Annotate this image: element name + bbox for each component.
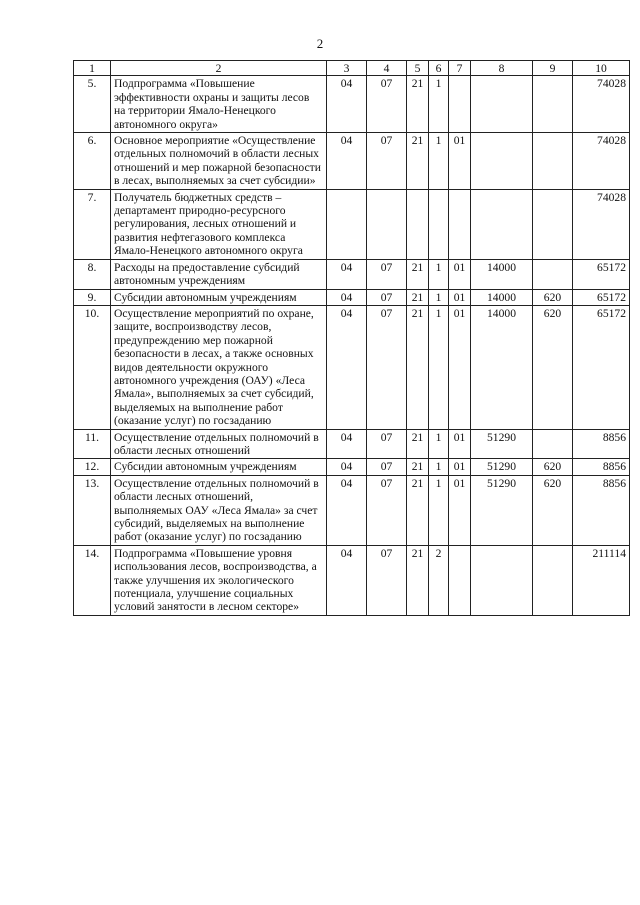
header-row [74,61,630,76]
code-col-7 [449,189,471,259]
column-header: 9 [533,61,573,76]
code-col-5: 21 [407,76,429,133]
amount: 65172 [573,289,630,305]
code-col-3: 04 [327,305,367,429]
code-col-4: 07 [367,259,407,289]
row-number: 7. [74,189,111,259]
table-row [74,429,630,459]
code-col-9: 620 [533,305,573,429]
code-col-6: 2 [429,545,449,615]
code-col-9 [533,429,573,459]
code-col-6: 1 [429,459,449,475]
column-header: 7 [449,61,471,76]
row-number: 8. [74,259,111,289]
code-col-4 [367,189,407,259]
amount: 8856 [573,475,630,545]
code-col-8: 14000 [471,305,533,429]
amount: 65172 [573,259,630,289]
code-col-3: 04 [327,76,367,133]
code-col-3: 04 [327,545,367,615]
code-col-7: 01 [449,305,471,429]
table-row [74,259,630,289]
code-col-6: 1 [429,305,449,429]
row-number: 13. [74,475,111,545]
code-col-3: 04 [327,289,367,305]
code-col-4: 07 [367,475,407,545]
amount: 65172 [573,305,630,429]
code-col-7: 01 [449,429,471,459]
page-number: 2 [316,36,324,51]
code-col-6 [429,189,449,259]
column-header: 1 [74,61,111,76]
table-row [74,289,630,305]
code-col-6: 1 [429,289,449,305]
code-col-8: 51290 [471,475,533,545]
column-header: 10 [573,61,630,76]
row-number: 12. [74,459,111,475]
code-col-5 [407,189,429,259]
code-col-4: 07 [367,289,407,305]
table-row [74,305,630,429]
code-col-5: 21 [407,545,429,615]
row-number: 14. [74,545,111,615]
code-col-7: 01 [449,475,471,545]
code-col-5: 21 [407,289,429,305]
code-col-3: 04 [327,475,367,545]
code-col-5: 21 [407,459,429,475]
code-col-9: 620 [533,459,573,475]
row-name: Субсидии автономным учреждениям [111,289,327,305]
table-row [74,76,630,133]
table-row [74,475,630,545]
code-col-9 [533,189,573,259]
table-row [74,133,630,190]
code-col-3: 04 [327,459,367,475]
row-number: 10. [74,305,111,429]
code-col-6: 1 [429,475,449,545]
column-header: 4 [367,61,407,76]
table-row [74,189,630,259]
code-col-4: 07 [367,133,407,190]
code-col-8 [471,133,533,190]
code-col-8: 14000 [471,259,533,289]
code-col-6: 1 [429,259,449,289]
amount: 74028 [573,76,630,133]
code-col-5: 21 [407,259,429,289]
code-col-4: 07 [367,545,407,615]
code-col-3 [327,189,367,259]
row-number: 9. [74,289,111,305]
code-col-7: 01 [449,259,471,289]
code-col-8 [471,545,533,615]
table-row [74,545,630,615]
code-col-8: 51290 [471,429,533,459]
code-col-6: 1 [429,76,449,133]
code-col-7: 01 [449,459,471,475]
row-number: 6. [74,133,111,190]
code-col-6: 1 [429,429,449,459]
code-col-9 [533,133,573,190]
code-col-5: 21 [407,429,429,459]
table-row [74,459,630,475]
row-name: Подпрограмма «Повышение эффективности охраны и защиты лесов на территории Ямало-Ненецкого автономного округа» [111,76,327,133]
code-col-9: 620 [533,289,573,305]
code-col-3: 04 [327,429,367,459]
code-col-8 [471,76,533,133]
code-col-8: 14000 [471,289,533,305]
code-col-3: 04 [327,259,367,289]
code-col-7 [449,545,471,615]
code-col-5: 21 [407,133,429,190]
amount: 74028 [573,133,630,190]
row-name: Получатель бюджетных средств – департамент природно-ресурсного регулирования, лесных отношений и развития нефтегазового комплекса Ямало-Ненецкого автономного округа [111,189,327,259]
row-name: Осуществление отдельных полномочий в области лесных отношений [111,429,327,459]
amount: 8856 [573,429,630,459]
amount: 74028 [573,189,630,259]
column-header: 3 [327,61,367,76]
row-name: Расходы на предоставление субсидий автономным учреждениям [111,259,327,289]
code-col-7: 01 [449,289,471,305]
code-col-4: 07 [367,459,407,475]
column-header: 5 [407,61,429,76]
column-header: 8 [471,61,533,76]
code-col-6: 1 [429,133,449,190]
code-col-7 [449,76,471,133]
code-col-7: 01 [449,133,471,190]
amount: 8856 [573,459,630,475]
code-col-4: 07 [367,429,407,459]
row-number: 11. [74,429,111,459]
code-col-4: 07 [367,76,407,133]
row-name: Подпрограмма «Повышение уровня использования лесов, воспроизводства, а также улучшения их экологического потенциала, улучшение социальных условий занятости в лесном секторе» [111,545,327,615]
row-name: Основное мероприятие «Осуществление отдельных полномочий в области лесных отношений и мер пожарной безопасности в лесах, выполняемых за счет субсидии» [111,133,327,190]
code-col-9 [533,76,573,133]
row-name: Осуществление отдельных полномочий в области лесных отношений, выполняемых ОАУ «Леса Ямала» за счет субсидий, выделяемых на выполнение работ (оказание услуг) по госзаданию [111,475,327,545]
code-col-8: 51290 [471,459,533,475]
code-col-4: 07 [367,305,407,429]
budget-table [73,60,630,616]
code-col-9 [533,259,573,289]
code-col-5: 21 [407,305,429,429]
code-col-3: 04 [327,133,367,190]
row-name: Субсидии автономным учреждениям [111,459,327,475]
column-header: 6 [429,61,449,76]
amount: 211114 [573,545,630,615]
code-col-9: 620 [533,475,573,545]
code-col-5: 21 [407,475,429,545]
column-header: 2 [111,61,327,76]
row-name: Осуществление мероприятий по охране, защите, воспроизводству лесов, предупреждению мер пожарной безопасности в лесах, а также основных видов деятельности окружного автономного учреждения (ОАУ) «Леса Ямала», выполняемых за счет субсидий, выделяемых на выполнение работ (оказание услуг) по госзаданию [111,305,327,429]
code-col-8 [471,189,533,259]
code-col-9 [533,545,573,615]
row-number: 5. [74,76,111,133]
